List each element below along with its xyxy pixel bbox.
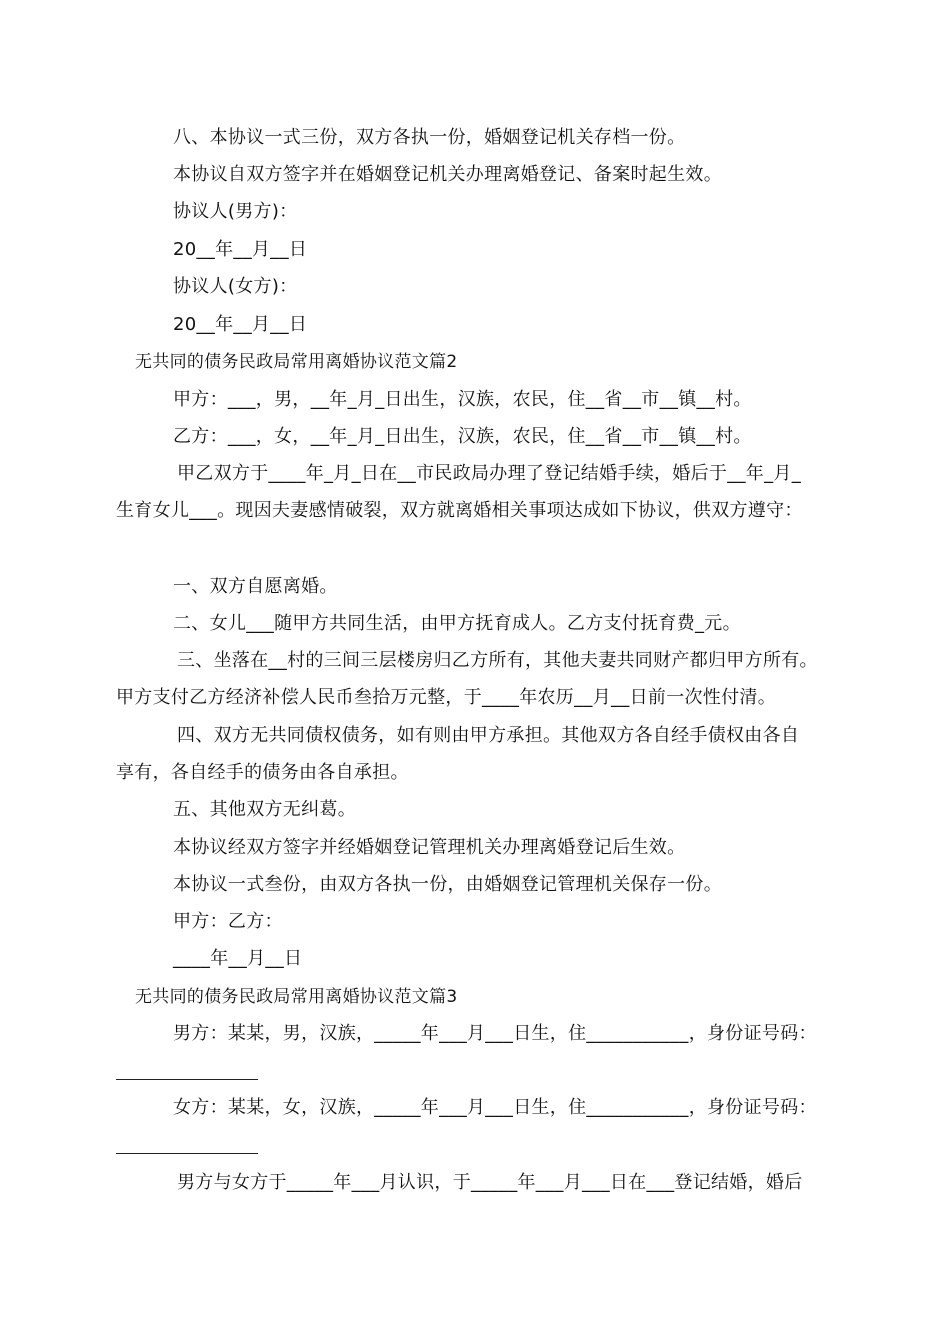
clause-8: 八、本协议一式三份，双方各执一份，婚姻登记机关存档一份。 bbox=[173, 127, 686, 148]
section-heading-2: 无共同的债务民政局常用离婚协议范文篇2 bbox=[135, 352, 458, 372]
date-line: 20__年__月__日 bbox=[173, 314, 308, 335]
party-b-info: 乙方：___，女，__年_月_日出生，汉族，农民，住__省__市__镇__村。 bbox=[173, 426, 752, 447]
male-party-info: 男方：某某，男，汉族，_____年___月___日生，住___________，身份证号码： bbox=[173, 1023, 817, 1044]
date-line: 20__年__月__日 bbox=[173, 239, 308, 260]
marriage-statement: 甲乙双方于____年_月_日在__市民政局办理了登记结婚手续，婚后于__年_月_ bbox=[177, 463, 801, 484]
id-number-blank bbox=[116, 1079, 258, 1080]
effective-clause: 本协议经双方签字并经婚姻登记管理机关办理离婚登记后生效。 bbox=[173, 837, 686, 858]
marriage-history: 男方与女方于_____年___月认识，于_____年___月___日在___登记结婚，婚后 bbox=[177, 1172, 803, 1193]
signatory-female-label: 协议人(女方)： bbox=[173, 276, 298, 297]
marriage-statement-cont: 生育女儿___。现因夫妻感情破裂，双方就离婚相关事项达成如下协议，供双方遵守： bbox=[116, 500, 803, 521]
clause-3: 三、坐落在__村的三间三层楼房归乙方所有，其他夫妻共同财产都归甲方所有。 bbox=[177, 650, 818, 671]
date-line: ____年__月__日 bbox=[173, 948, 303, 969]
clause-2: 二、女儿___随甲方共同生活，由甲方抚育成人。乙方支付抚育费_元。 bbox=[173, 613, 741, 634]
effective-clause: 本协议自双方签字并在婚姻登记机关办理离婚登记、备案时起生效。 bbox=[173, 164, 722, 185]
party-a-info: 甲方：___，男，__年_月_日出生，汉族，农民，住__省__市__镇__村。 bbox=[173, 389, 752, 410]
clause-4-cont: 享有，各自经手的债务由各自承担。 bbox=[116, 762, 409, 783]
section-heading-3: 无共同的债务民政局常用离婚协议范文篇3 bbox=[135, 987, 458, 1007]
id-number-blank bbox=[116, 1153, 258, 1154]
female-party-info: 女方：某某，女，汉族，_____年___月___日生，住___________，身份证号码： bbox=[173, 1097, 817, 1118]
clause-3-cont: 甲方支付乙方经济补偿人民币叁拾万元整，于____年农历__月__日前一次性付清。 bbox=[116, 687, 776, 708]
clause-4: 四、双方无共同债权债务，如有则由甲方承担。其他双方各自经手债权由各自 bbox=[177, 725, 800, 746]
signatory-male-label: 协议人(男方)： bbox=[173, 201, 298, 222]
clause-5: 五、其他双方无纠葛。 bbox=[173, 799, 356, 820]
clause-1: 一、双方自愿离婚。 bbox=[173, 576, 338, 597]
copies-clause: 本协议一式叁份，由双方各执一份，由婚姻登记管理机关保存一份。 bbox=[173, 874, 722, 895]
signature-labels: 甲方：乙方： bbox=[173, 911, 283, 932]
